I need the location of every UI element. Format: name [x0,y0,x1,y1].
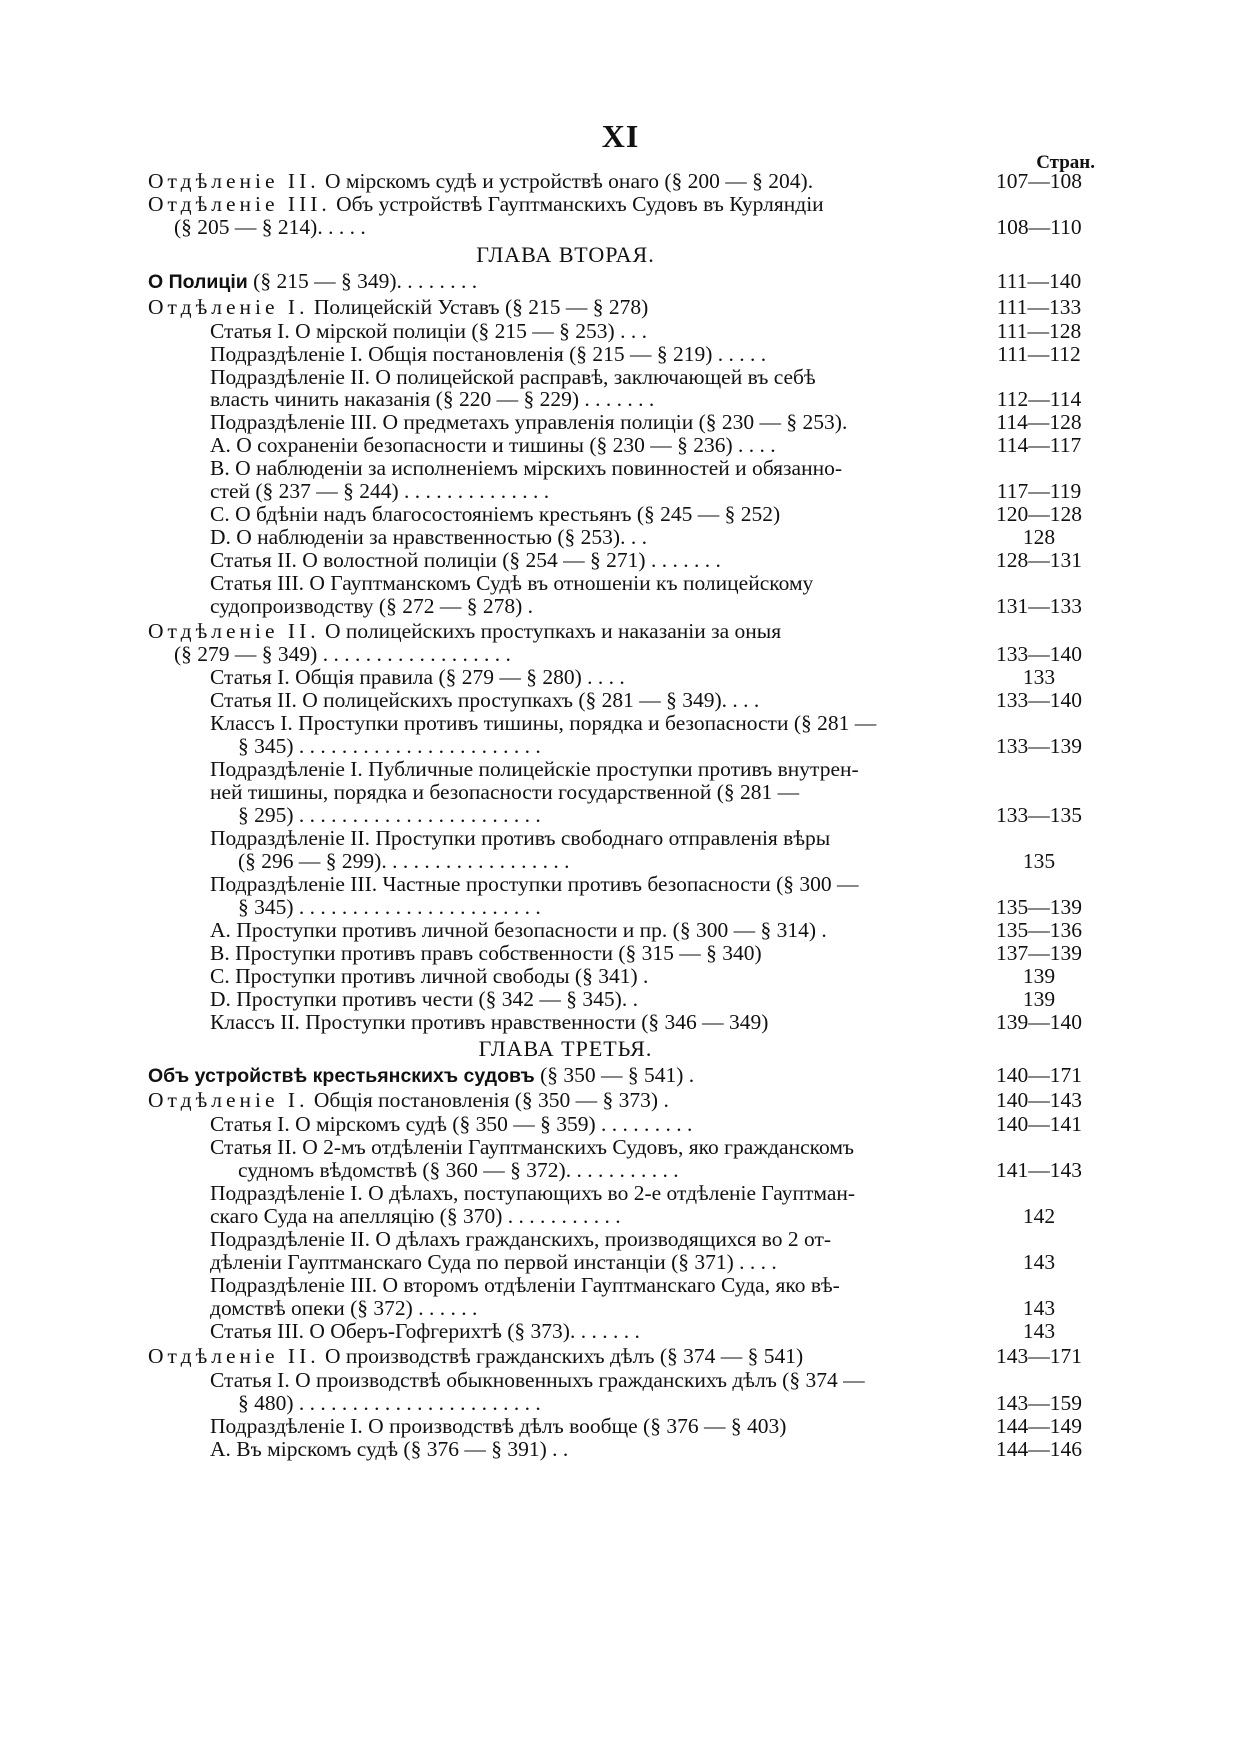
toc-entry: Статья II. О волостной полиціи (§ 254 — § 271) . . . . . . . 128—131 [210,548,1082,572]
toc-entry: В. О наблюденіи за исполненіемъ мірскихъ повинностей и обязанно- [210,456,843,480]
toc-entry: скаго Суда на апелляцію (§ 370) . . . . . . . . . . . 142 [210,1204,1056,1228]
toc-entry: (§ 205 — § 214). . . . . 108—110 [174,215,1082,239]
toc-entry: власть чинить наказанія (§ 220 — § 229) . . . . . . . 112—114 [210,387,1082,411]
toc-entry: § 345) . . . . . . . . . . . . . . . . . . . . . . . 135—139 [238,895,1082,919]
chapter-heading: ГЛАВА ВТОРАЯ. [476,242,655,267]
toc-entry: Подраздѣленіе I. Публичные полицейскіе проступки противъ внутрен- [210,757,859,781]
toc-entry: С. О бдѣніи надъ благосостояніемъ крестьянъ (§ 245 — § 252) 120—128 [210,502,1082,526]
toc-entry: Статья III. О Гауптманскомъ Судѣ въ отношеніи къ полицейскому [210,571,814,595]
toc-entry: Подраздѣленіе II. О дѣлахъ гражданскихъ, производящихся во 2 от- [210,1227,832,1251]
toc-entry: Статья I. О производствѣ обыкновенныхъ гражданскихъ дѣлъ (§ 374 — [210,1368,865,1392]
pages-column-header: Стран. [1036,152,1095,173]
toc-entry: Статья I. О мірскомъ судѣ (§ 350 — § 359) . . . . . . . . . 140—141 [210,1112,1082,1136]
toc-entry: Подраздѣленіе I. О дѣлахъ, поступающихъ во 2-е отдѣленіе Гауптман- [210,1181,856,1205]
toc-entry: домствѣ опеки (§ 372) . . . . . . 143 [210,1296,1056,1320]
toc-entry: Подраздѣленіе I. Общія постановленія (§ 215 — § 219) . . . . . 111—112 [210,342,1081,366]
toc-entry: С. Проступки противъ личной свободы (§ 341) . 139 [210,964,1056,988]
toc-entry: Статья II. О 2-мъ отдѣленіи Гауптманскихъ Судовъ, яко гражданскомъ [210,1135,855,1159]
toc-entry: Отдѣленіе II. О производствѣ гражданскихъ дѣлъ (§ 374 — § 541) 143—171 [148,1344,1082,1368]
toc-entry: В. Проступки противъ правъ собственности (§ 315 — § 340) 137—139 [210,941,1082,965]
toc-entry: судномъ вѣдомствѣ (§ 360 — § 372). . . . . . . . . . . 141—143 [238,1158,1082,1182]
toc-entry: D. О наблюденіи за нравственностью (§ 253). . . 128 [210,525,1056,549]
toc-entry: § 480) . . . . . . . . . . . . . . . . . . . . . . . 143—159 [238,1391,1082,1415]
toc-entry: (§ 279 — § 349) . . . . . . . . . . . . . . . . . . 133—140 [174,642,1082,666]
page-number: XI [601,118,640,154]
toc-entry: Подраздѣленіе III. Частные проступки противъ безопасности (§ 300 — [210,872,859,896]
toc-entry: Отдѣленіе III. Объ устройствѣ Гауптманскихъ Судовъ въ Курляндіи [148,192,824,216]
toc-entry: Классъ I. Проступки противъ тишины, порядка и безопасности (§ 281 — [210,711,877,735]
toc-entry: Отдѣленіе I. Полицейскій Уставъ (§ 215 — § 278) 111—133 [148,295,1082,319]
toc-entry: А. Проступки противъ личной безопасности и пр. (§ 300 — § 314) . 135—136 [210,918,1082,942]
toc-entry: дѣленіи Гауптманскаго Суда по первой инстанціи (§ 371) . . . . 143 [210,1250,1056,1274]
toc-entry: судопроизводству (§ 272 — § 278) . 131—133 [210,594,1082,618]
chapter-heading: ГЛАВА ТРЕТЬЯ. [478,1036,653,1061]
toc-entry: Отдѣленіе II. О мірскомъ судѣ и устройствѣ онаго (§ 200 — § 204). 107—108 [148,169,1082,193]
toc-entry: А. Въ мірскомъ судѣ (§ 376 — § 391) . . 144—146 [210,1437,1082,1461]
toc-entry: § 345) . . . . . . . . . . . . . . . . . . . . . . . 133—139 [238,734,1082,758]
toc-entry: Статья III. О Оберъ-Гофгерихтѣ (§ 373). . . . . . . 143 [210,1319,1056,1343]
toc-entry: Подраздѣленіе III. О второмъ отдѣленіи Гауптманскаго Суда, яко вѣ- [210,1273,840,1297]
toc-entry: Статья II. О полицейскихъ проступкахъ (§ 281 — § 349). . . . 133—140 [210,688,1082,712]
toc-entry: Объ устройствѣ крестьянскихъ судовъ (§ 350 — § 541) . 140—171 [148,1063,1082,1087]
toc-entry: Отдѣленіе I. Общія постановленія (§ 350 — § 373) . 140—143 [148,1088,1082,1112]
toc-entry: Отдѣленіе II. О полицейскихъ проступкахъ и наказаніи за оныя [148,619,782,643]
toc-entry: Подраздѣленіе II. Проступки противъ свободнаго отправленія вѣры [210,826,831,850]
toc-entry: D. Проступки противъ чести (§ 342 — § 345). . 139 [210,987,1056,1011]
toc-entry: Подраздѣленіе III. О предметахъ управленія полиціи (§ 230 — § 253). 114—128 [210,410,1082,434]
toc-entry: стей (§ 237 — § 244) . . . . . . . . . . . . . . 117—119 [210,479,1082,503]
toc-entry: Статья I. О мірской полиціи (§ 215 — § 253) . . . 111—128 [210,319,1082,343]
toc-entry: Классъ II. Проступки противъ нравственности (§ 346 — 349) 139—140 [210,1010,1082,1034]
toc-entry: § 295) . . . . . . . . . . . . . . . . . . . . . . . 133—135 [238,803,1082,827]
toc-entry: А. О сохраненіи безопасности и тишины (§ 230 — § 236) . . . . 114—117 [210,433,1082,457]
toc-entry: ней тишины, порядка и безопасности государственной (§ 281 — [210,780,800,804]
toc-entry: (§ 296 — § 299). . . . . . . . . . . . . . . . . . 135 [238,849,1056,873]
toc-entry: О Полиціи (§ 215 — § 349). . . . . . . . 111—140 [148,269,1082,293]
toc-entry: Статья I. Общія правила (§ 279 — § 280) . . . . 133 [210,665,1056,689]
toc-entry: Подраздѣленіе I. О производствѣ дѣлъ вообще (§ 376 — § 403) 144—149 [210,1414,1082,1438]
toc-entry: Подраздѣленіе II. О полицейской расправѣ, заключающей въ себѣ [210,365,816,389]
